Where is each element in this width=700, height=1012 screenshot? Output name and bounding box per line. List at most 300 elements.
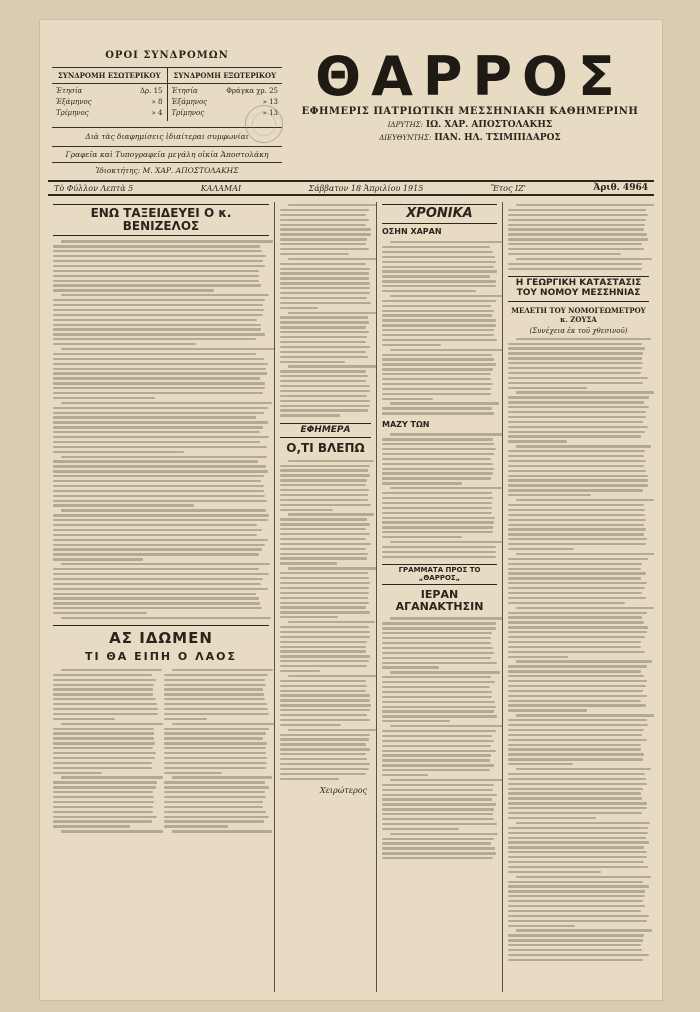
text-line [280,694,370,696]
text-line [382,319,496,321]
text-line [508,832,648,834]
text-line [280,219,369,221]
text-line [382,285,496,287]
text-line [382,512,492,514]
farm-headline: Η ΓΕΩΡΓΙΚΗ ΚΑΤΑΣΤΑΣΙΣ ΤΟΥ ΝΟΜΟΥ ΜΕΣΣΗΝΙΑΣ [508,276,649,302]
text-line [280,753,366,755]
text-line [164,684,266,686]
text-line [164,742,267,744]
text-line [280,292,370,294]
text-line [280,253,349,255]
text-line [280,743,366,745]
text-line [508,719,647,721]
text-line [382,657,491,659]
rate-price: » 13 [262,98,278,106]
text-line [508,807,647,809]
text-line [516,204,654,206]
text-line [382,556,496,558]
joy-headline: ΟΣΗΝ ΧΑΡΑΝ [382,227,442,237]
text-line [53,747,153,749]
text-line [508,343,642,345]
text-line [508,729,644,731]
text-line [53,470,268,472]
text-line [280,768,369,770]
text-line [508,827,648,829]
text-line [280,587,369,589]
issue-number: Ἀριθ. 4964 [593,183,648,193]
text-line [382,681,495,683]
text-line [508,396,649,398]
text-line [53,382,265,384]
text-line [382,398,433,400]
text-line [382,784,494,786]
rate-price: » 4 [151,109,163,117]
text-line [280,385,370,387]
text-line [53,319,257,321]
letters-label: ΓΡΑΜΜΑΤΑ ΠΡΟΣ ΤΟ „ΘΑΡΡΟΣ„ [382,564,497,585]
joy-body [382,241,497,414]
text-line [53,255,266,257]
text-line [53,407,268,409]
text-line [390,671,500,673]
text-line [382,363,496,365]
text-line [390,349,502,351]
text-line [53,412,264,414]
text-line [280,494,368,496]
text-line [280,380,366,382]
text-line [172,776,272,778]
text-line [164,732,266,734]
director-line [290,133,650,143]
holy-anger-headline: ΙΕΡΑΝ ΑΓΑΝΑΚΤΗΣΙΝ [395,588,484,614]
domestic-rates [52,68,167,121]
text-line [382,453,494,455]
text-line [508,357,642,359]
text-line [164,791,265,793]
text-line [280,719,370,721]
text-line [516,258,652,260]
text-line [508,597,646,599]
text-line [53,436,269,438]
masthead [290,45,650,143]
text-line [280,228,371,230]
text-line [164,786,269,788]
text-line [390,487,502,489]
text-line [508,440,567,442]
text-line [164,825,228,827]
text-line [172,669,273,671]
text-line [288,621,375,623]
text-line [280,528,366,530]
text-line [382,764,494,766]
text-line [508,944,641,946]
text-line [53,363,268,365]
rate-price: Φράγκα χρ. 25 [226,87,278,95]
text-line [508,435,641,437]
text-line [382,266,494,268]
text-line [164,752,266,754]
text-line [280,268,370,270]
text-line [382,458,491,460]
text-line [280,489,369,491]
column-3 [376,202,502,992]
text-line [280,509,333,511]
text-line [53,728,154,730]
text-line [382,647,493,649]
text-line [508,421,643,423]
text-line [508,739,647,741]
text-line [382,818,494,820]
text-line [280,582,370,584]
text-line [382,482,462,484]
text-line [280,499,368,501]
text-line [382,662,497,664]
text-line [508,704,646,706]
text-line [53,333,265,335]
text-line [508,748,641,750]
text-line [508,416,646,418]
rate-label: Ἑξάμηνος [56,98,92,106]
text-line [508,621,644,623]
text-line [53,358,264,360]
text-line [53,767,152,769]
text-line [382,438,493,440]
text-line [53,534,257,536]
text-line [508,724,648,726]
text-line [382,686,490,688]
text-line [508,577,641,579]
text-line [390,725,502,727]
text-line [288,258,376,260]
text-line [280,724,341,726]
text-line [280,709,370,711]
text-line [280,557,367,559]
text-line [508,514,645,516]
text-line [508,680,647,682]
text-line [164,728,269,730]
text-line [508,959,643,961]
text-line [53,343,196,345]
text-line [382,842,491,844]
text-line [53,495,265,497]
text-line [382,750,496,752]
text-line [390,541,502,543]
text-line [508,470,646,472]
text-line [508,792,641,794]
text-line [280,646,366,648]
text-line [382,735,492,737]
text-line [382,740,494,742]
text-line [508,224,645,226]
text-line [61,669,162,671]
text-line [280,287,370,289]
text-line [53,791,153,793]
text-line [53,583,261,585]
text-line [164,693,264,695]
text-line [382,463,493,465]
text-line [508,377,648,379]
text-line [382,531,493,533]
text-line [390,402,499,404]
rate-label: Τρίμηνος [171,109,205,117]
text-line [280,778,339,780]
text-line [382,358,494,360]
text-line [164,762,267,764]
text-line [508,504,644,506]
text-line [382,857,493,859]
text-line [280,690,366,692]
text-line [164,698,265,700]
text-line [288,675,376,677]
text-line [508,263,642,265]
text-line [53,732,154,734]
text-line [53,737,154,739]
issue-price: Τὸ Φύλλον Λεπτὰ 5 [54,183,134,193]
text-line [508,734,642,736]
text-line [508,651,645,653]
text-line [508,362,643,364]
text-line [508,233,647,235]
text-line [508,925,575,927]
text-line [53,368,266,370]
text-line [288,204,376,206]
text-line [508,372,641,374]
text-line [516,714,654,716]
text-line [382,526,493,528]
text-line [508,788,643,790]
library-stamp-icon [245,105,283,143]
text-line [382,393,491,395]
text-line [508,243,642,245]
text-line [280,685,367,687]
text-line [508,616,642,618]
text-line [53,612,147,614]
text-line [508,700,641,702]
text-line [280,572,368,574]
text-line [280,665,367,667]
text-line [53,353,256,355]
text-line [382,507,492,509]
text-line [280,680,366,682]
text-line [53,796,154,798]
text-line [53,451,184,453]
text-line [53,338,256,340]
text-line [53,772,102,774]
text-line [508,871,601,873]
text-line [382,652,494,654]
text-line [280,405,370,407]
text-line [280,414,340,416]
text-line [382,246,490,248]
text-line [382,354,492,356]
text-line [280,523,370,525]
text-line [280,636,370,638]
holy-anger-body [382,617,497,859]
column-1 [48,202,274,992]
offices-note: Γραφεῖα καὶ Τυπογραφεῖα μεγάλη οἰκία Ἀποστολάκη [52,146,282,159]
text-line [382,798,492,800]
text-line [53,250,262,252]
text-line [61,776,163,778]
text-line [382,448,496,450]
text-line [508,885,649,887]
text-line [516,876,651,878]
text-line [53,752,156,754]
text-line [508,626,648,628]
text-line [53,703,157,705]
text-line [382,290,476,292]
text-line [53,524,257,526]
text-line [280,272,369,274]
text-line [280,738,369,740]
text-line [53,304,263,306]
text-line [382,666,439,668]
text-line [280,326,366,328]
text-line [53,674,152,676]
text-line [164,806,263,808]
text-line [382,838,494,840]
text-line [280,631,370,633]
text-line [280,773,366,775]
text-line [508,479,648,481]
issue-date: Σάββατον 18 Ἀπριλίου 1915 [308,183,424,193]
text-line [508,890,645,892]
text-line [508,406,649,408]
text-line [508,670,641,672]
text-line [164,811,266,813]
text-line [53,597,259,599]
text-line [280,341,366,343]
text-line [382,696,492,698]
text-line [382,497,493,499]
text-line [508,238,648,240]
text-line [280,533,370,535]
text-line [61,240,273,242]
text-line [53,786,156,788]
text-line [508,602,625,604]
text-line [280,714,367,716]
text-line [164,816,269,818]
seeyou-body-left [53,669,158,835]
text-line [516,499,654,501]
text-line [280,699,370,701]
text-line [53,708,158,710]
text-line [382,637,491,639]
text-line [164,737,263,739]
text-line [382,329,494,331]
text-line [516,445,651,447]
text-line [382,745,491,747]
text-line [382,720,450,722]
rate-row [56,86,163,97]
text-line [382,754,491,756]
text-line [508,509,645,511]
rate-row [172,86,279,97]
founder-name: ΙΩ. ΧΑΡ. ΑΠΟΣΤΟΛΑΚΗΣ [425,120,553,130]
text-line [382,517,495,519]
text-line [61,509,266,511]
text-line [53,529,262,531]
text-line [508,812,642,814]
text-line [53,485,264,487]
newspaper-title: ΘΑΡΡΟΣ [315,45,625,108]
ads-note: Διὰ τὰς διαφημίσεις ἰδιαίτεραι συμφωνίαι [52,127,282,143]
text-line [508,253,621,255]
text-line [382,344,441,346]
text-line [280,616,338,618]
text-line [382,759,490,761]
text-line [508,753,644,755]
text-line [53,377,260,379]
mazy-headline: ΜΑΖΥ ΤΩΝ [382,419,430,429]
lead-article-body [53,240,269,619]
text-line [508,636,645,638]
text-line [288,460,374,462]
text-line [53,688,153,690]
year-volume: Ἔτος ΙΖ' [490,183,526,193]
text-line [382,730,496,732]
text-line [164,688,263,690]
text-line [508,758,643,760]
text-line [382,789,493,791]
text-line [280,543,371,545]
text-line [382,468,494,470]
text-line [508,856,647,858]
text-line [382,443,494,445]
lead-headline: ΕΝΩ ΤΑΞΕΙΔΕΥΕΙ Ο κ. ΒΕΝΙΖΕΛΟΣ [53,204,269,236]
text-line [382,521,494,523]
text-line [164,757,267,759]
text-line [280,484,366,486]
text-line [516,607,654,609]
text-line [382,622,496,624]
text-line [382,339,497,341]
text-line [516,768,651,770]
farm-body [508,338,649,961]
text-line [280,316,368,318]
text-line [508,861,644,863]
text-line [280,224,366,226]
text-line [53,431,260,433]
director-name: ΠΑΝ. ΗΛ. ΤΣΙΜΠΙΔΑΡΟΣ [434,133,561,143]
seeyou-body-right [164,669,269,835]
text-line [508,248,644,250]
text-line [53,588,268,590]
text-line [382,492,492,494]
text-line [508,347,645,349]
text-line [382,803,496,805]
text-line [280,243,366,245]
text-line [508,543,646,545]
text-line [53,693,153,695]
text-line [508,685,646,687]
text-line [508,592,642,594]
text-line [508,783,647,785]
column-rule [53,625,269,626]
text-line [280,704,371,706]
text-line [508,558,648,560]
text-line [382,334,494,336]
text-line [164,703,267,705]
column-2 [274,202,376,992]
text-line [508,568,641,570]
owner-note: Ἰδιοκτήτης: Μ. ΧΑΡ. ΑΠΟΣΤΟΛΑΚΗΣ [52,162,282,175]
text-line [280,592,369,594]
text-line [382,715,497,717]
text-line [53,816,157,818]
text-line [280,356,368,358]
text-line [382,477,491,479]
